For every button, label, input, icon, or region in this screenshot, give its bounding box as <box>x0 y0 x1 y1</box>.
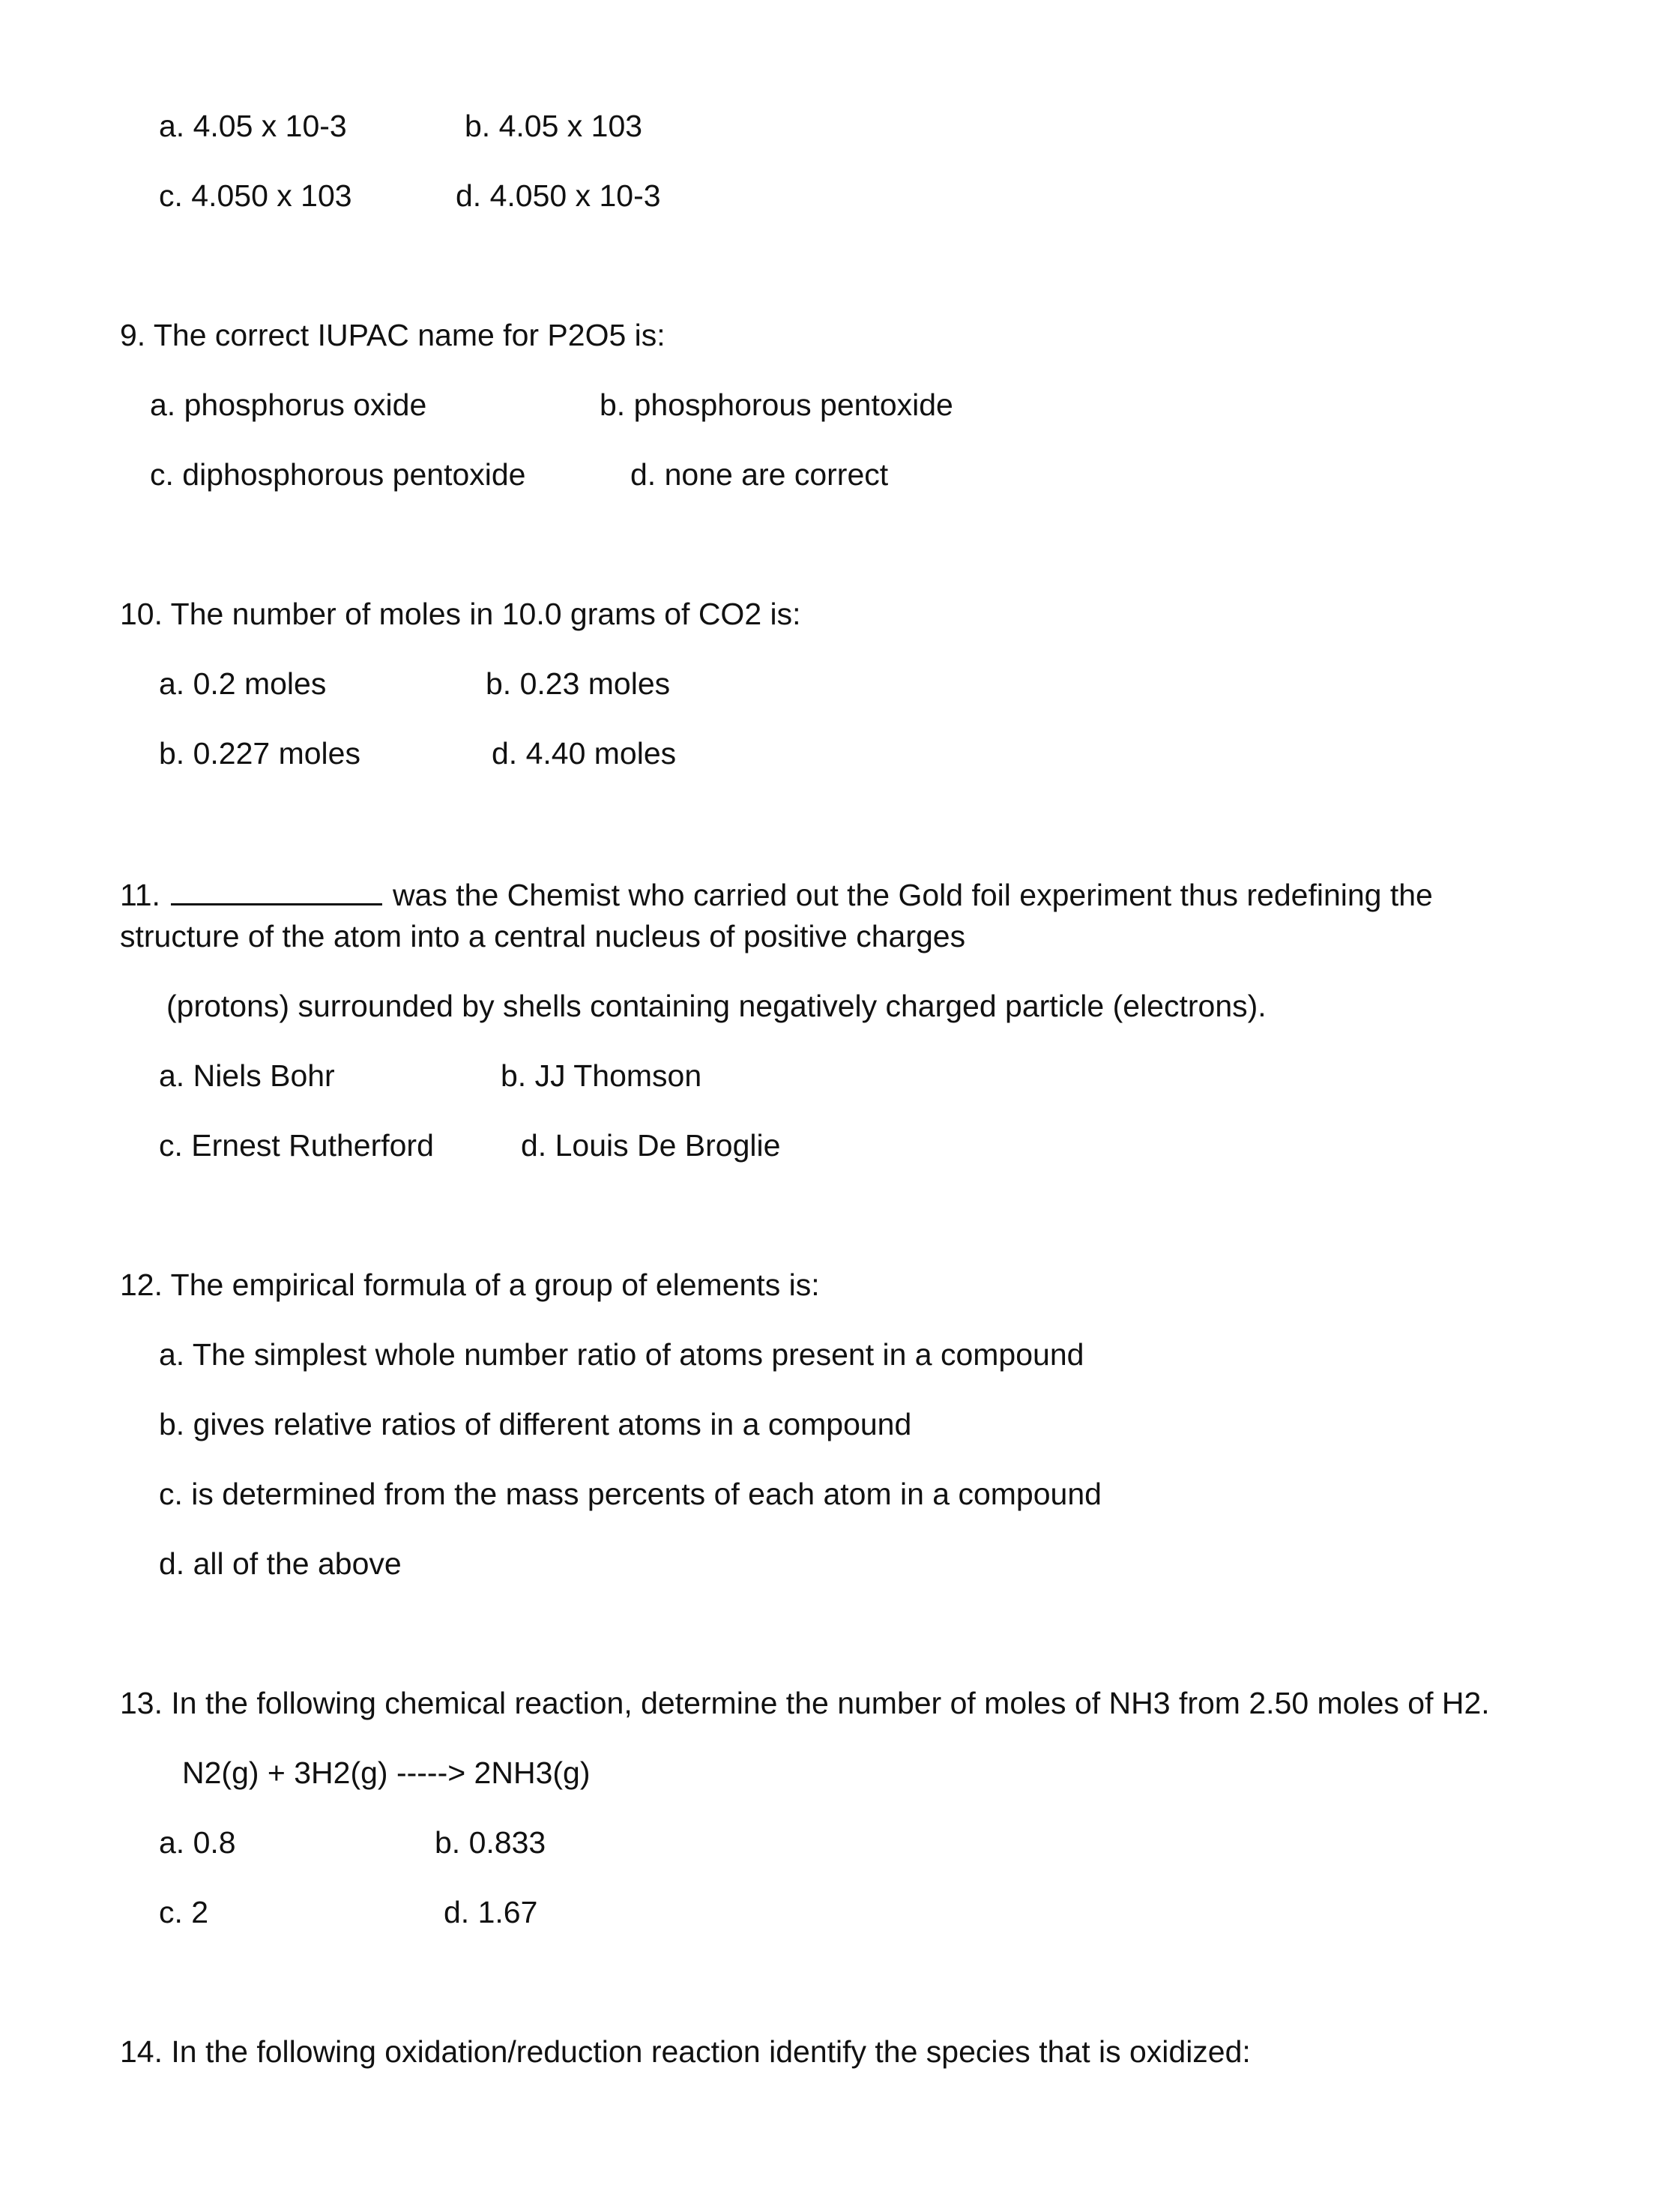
q13-option-d: d. 1.67 <box>444 1895 538 1929</box>
q14-question: 14. In the following oxidation/reduction reaction identify the species that is oxidized: <box>120 2034 1251 2069</box>
q11-answer-blank <box>171 878 382 905</box>
q9-option-c: c. diphosphorous pentoxide <box>150 457 526 492</box>
q10-question: 10. The number of moles in 10.0 grams of CO2 is: <box>120 597 801 631</box>
q8-option-d: d. 4.050 x 10-3 <box>456 178 661 213</box>
q8-option-a: a. 4.05 x 10-3 <box>159 109 347 143</box>
q10-option-d: d. 4.40 moles <box>492 736 677 771</box>
q11-question-line3: (protons) surrounded by shells containing negatively charged particle (electrons). <box>166 989 1267 1023</box>
q11-question <box>120 878 1433 911</box>
q12-option-b: b. gives relative ratios of different atoms in a compound <box>159 1407 912 1441</box>
q9-option-b: b. phosphorous pentoxide <box>600 388 953 422</box>
q12-option-d: d. all of the above <box>159 1546 402 1581</box>
q11-option-d: d. Louis De Broglie <box>521 1128 781 1163</box>
q13-option-b: b. 0.833 <box>435 1825 546 1860</box>
q9-option-a: a. phosphorus oxide <box>150 388 427 422</box>
q8-option-b: b. 4.05 x 103 <box>465 109 643 143</box>
q13-question: 13. In the following chemical reaction, determine the number of moles of NH3 from 2.50 moles of H2. <box>120 1686 1490 1720</box>
q11-question-text: was the Chemist who carried out the Gold foil experiment thus redefining the <box>392 878 1433 912</box>
q11-question-line2: structure of the atom into a central nucleus of positive charges <box>120 919 966 953</box>
q10-option-b: b. 0.23 moles <box>486 666 671 701</box>
q10-option-c: b. 0.227 moles <box>159 736 360 771</box>
q11-option-c: c. Ernest Rutherford <box>159 1128 434 1163</box>
q11-option-b: b. JJ Thomson <box>501 1058 702 1093</box>
q12-option-c: c. is determined from the mass percents of each atom in a compound <box>159 1477 1102 1511</box>
q13-equation: N2(g) + 3H2(g) -----> 2NH3(g) <box>182 1756 591 1790</box>
q9-question: 9. The correct IUPAC name for P2O5 is: <box>120 318 666 352</box>
q13-option-a: a. 0.8 <box>159 1825 236 1860</box>
q11-number: 11. <box>120 878 160 912</box>
q8-option-c: c. 4.050 x 103 <box>159 178 352 213</box>
q12-option-a: a. The simplest whole number ratio of atoms present in a compound <box>159 1337 1084 1372</box>
q13-option-c: c. 2 <box>159 1895 209 1929</box>
q9-option-d: d. none are correct <box>630 457 889 492</box>
q10-option-a: a. 0.2 moles <box>159 666 327 701</box>
q12-question: 12. The empirical formula of a group of elements is: <box>120 1268 820 1302</box>
q11-option-a: a. Niels Bohr <box>159 1058 335 1093</box>
